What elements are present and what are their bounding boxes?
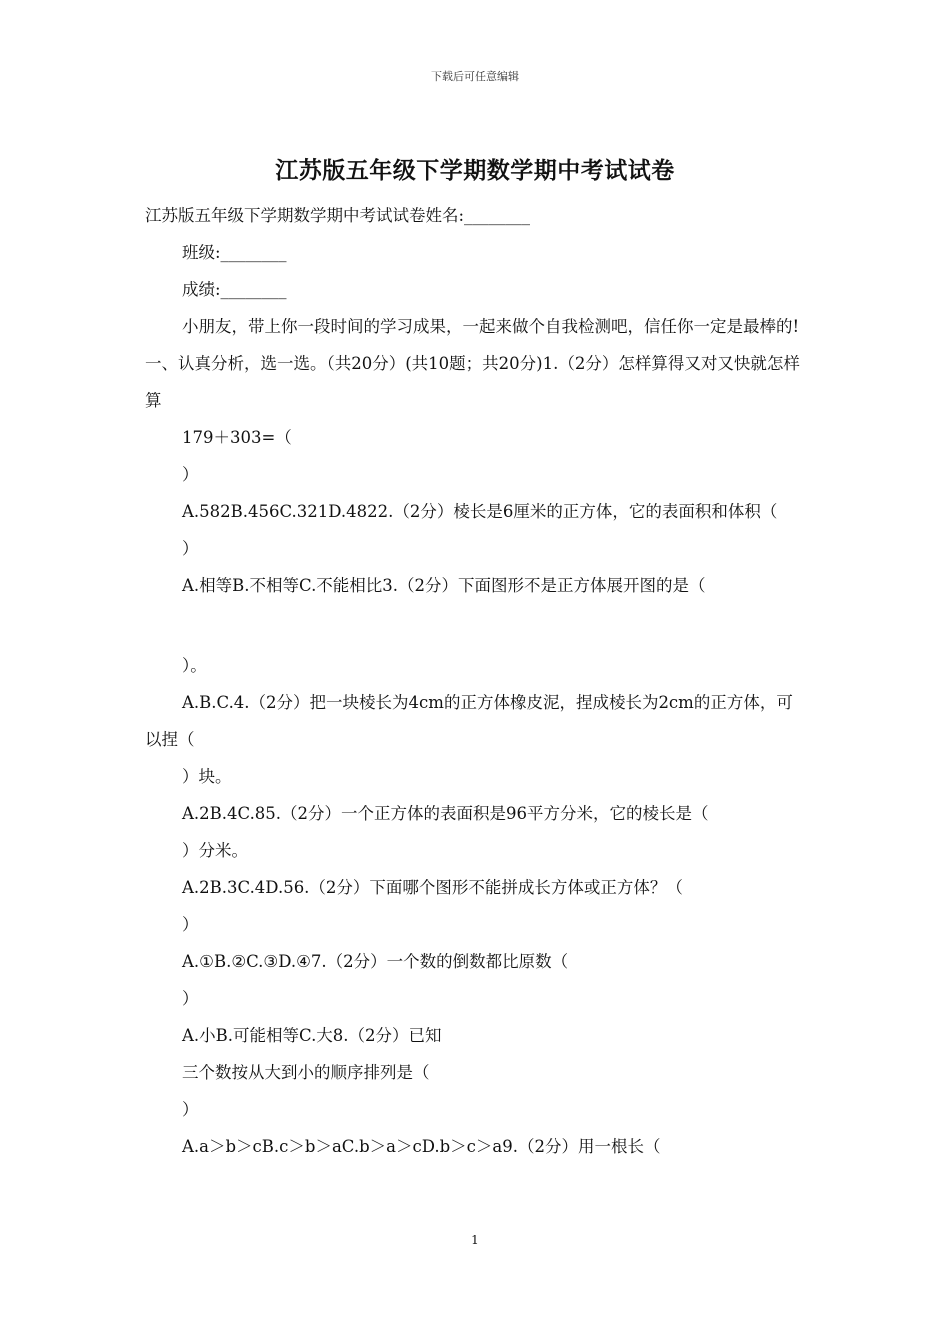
header-note: 下载后可任意编辑 — [431, 70, 519, 83]
figure-gap — [145, 604, 807, 647]
paragraph-line: ）。 — [182, 656, 207, 675]
paragraph-line: ） — [182, 915, 199, 934]
paragraph-line: A.小B.可能相等C.大8.（2分）已知 — [182, 1026, 442, 1045]
page-number: 1 — [471, 1233, 479, 1247]
paragraph-line: A.582B.456C.321D.4822.（2分）棱长是6厘米的正方体，它的表面积和体积（ — [182, 502, 778, 521]
paragraph-line: ） — [182, 539, 199, 558]
paragraph-line: 三个数按从大到小的顺序排列是（ — [182, 1063, 430, 1082]
paragraph-line: A.a＞b＞cB.c＞b＞aC.b＞a＞cD.b＞c＞a9.（2分）用一根长（ — [182, 1137, 661, 1156]
paragraph-line: ）分米。 — [182, 841, 248, 860]
paragraph-line: A.B.C.4.（2分）把一块棱长为4cm的正方体橡皮泥，捏成棱长为2cm的正方体，可以捏（ — [145, 693, 793, 749]
paragraph-line: 小朋友，带上你一段时间的学习成果，一起来做个自我检测吧，信任你一定是最棒的!一、认真分析，选一选。（共20分）(共10题；共20分)1.（2分）怎样算得又对又快就怎样算 — [145, 317, 800, 410]
paragraph-line: A.2B.3C.4D.56.（2分）下面哪个图形不能拼成长方体或正方体？（ — [182, 878, 683, 897]
paragraph-line: ） — [182, 1100, 199, 1119]
paragraph-line: ） — [182, 465, 199, 484]
paragraph-line: 179＋303=（ — [182, 428, 292, 447]
paragraph-line: ） — [182, 989, 199, 1008]
document-title: 江苏版五年级下学期数学期中考试试卷 — [275, 157, 675, 184]
paragraph-line: 班级:________ — [182, 243, 287, 262]
paragraph-line: A.相等B.不相等C.不能相比3.（2分）下面图形不是正方体展开图的是（ — [182, 576, 706, 595]
document-body — [145, 197, 807, 1165]
paragraph-line: 江苏版五年级下学期数学期中考试试卷姓名:________ — [145, 206, 531, 225]
paragraph-line: 成绩:________ — [182, 280, 287, 299]
paragraph-line: A.2B.4C.85.（2分）一个正方体的表面积是96平方分米，它的棱长是（ — [182, 804, 709, 823]
paragraph-line: A.①B.②C.③D.④7.（2分）一个数的倒数都比原数（ — [182, 952, 569, 971]
paragraph-line: ）块。 — [182, 767, 232, 786]
